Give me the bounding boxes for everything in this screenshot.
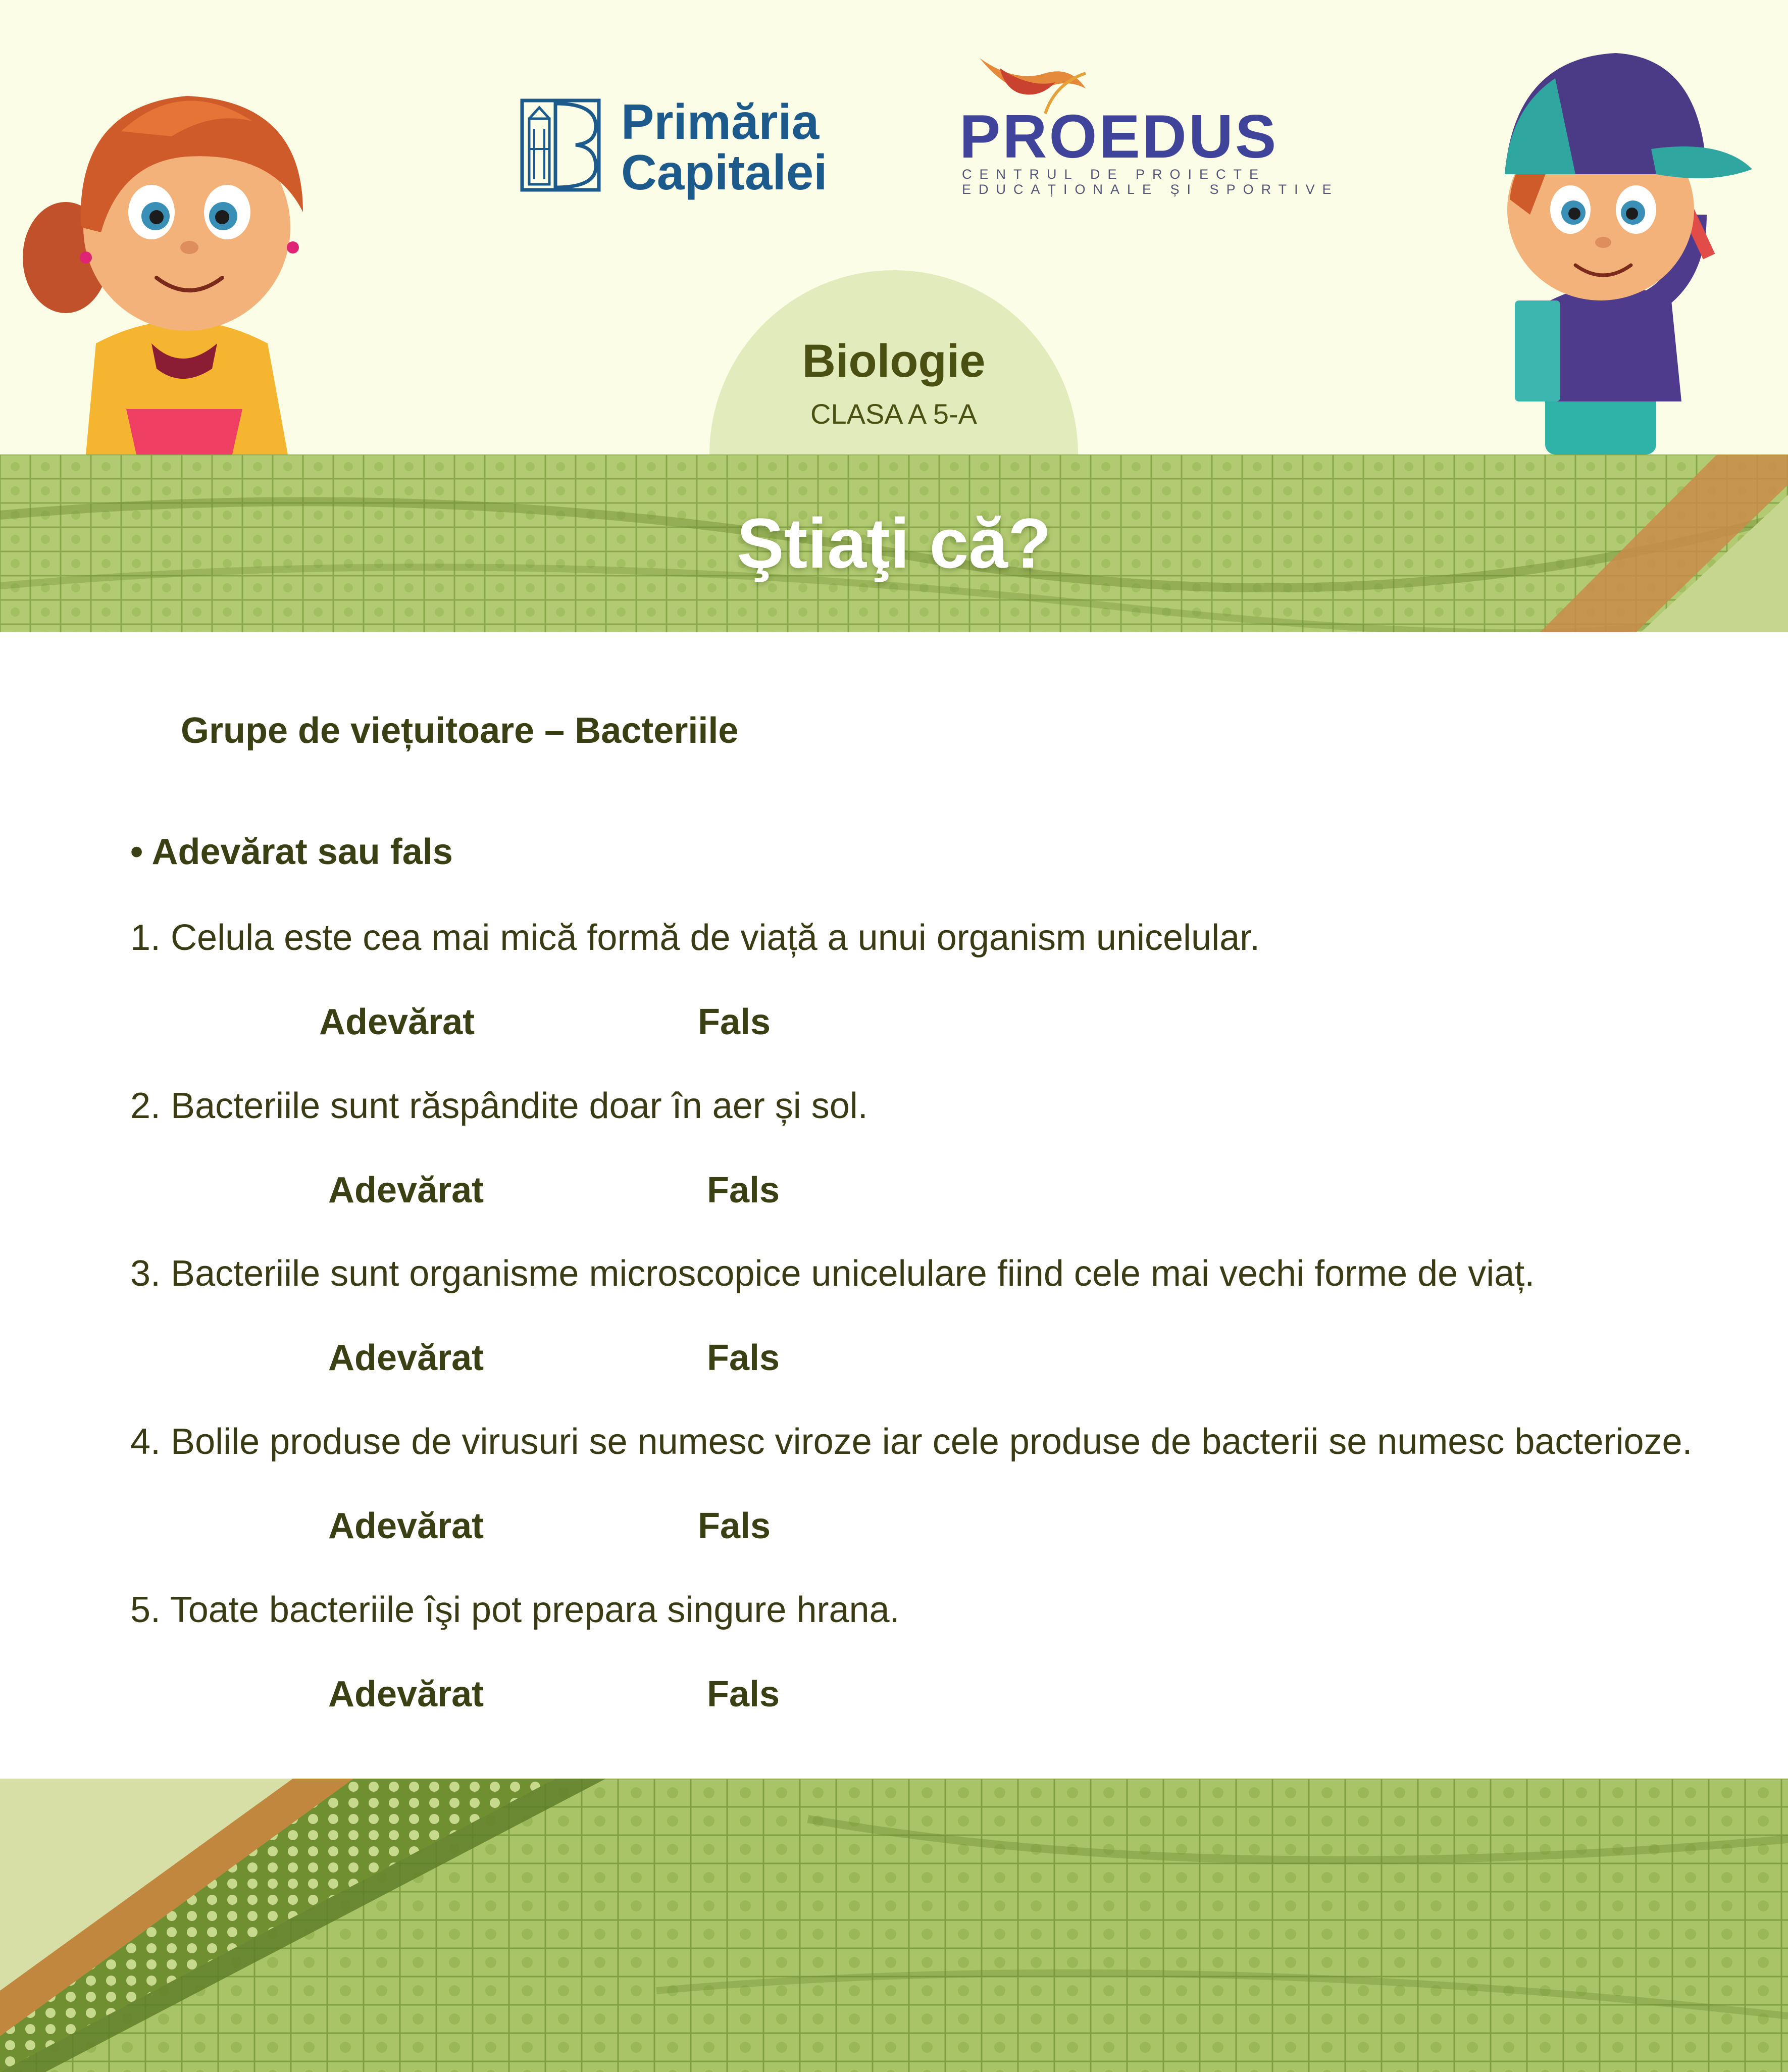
primaria-logo-line2: Capitalei (621, 144, 828, 200)
question-2-text: 2. Bacteriile sunt răspândite doar în aer și sol. (130, 1086, 868, 1126)
question-1-text: 1. Celula este cea mai mică formă de viață a unui organism unicelular. (130, 918, 1260, 958)
question-4-true-option[interactable]: Adevărat (328, 1506, 484, 1546)
proedus-logo (959, 53, 1339, 205)
question-1-false-option[interactable]: Fals (698, 1002, 771, 1042)
grade-label: CLASA A 5-A (810, 398, 977, 430)
worksheet-title: Grupe de viețuitoare – Bacteriile (181, 711, 739, 751)
page-header (0, 0, 1788, 454)
proedus-tagline-line1: CENTRUL DE PROIECTE (962, 167, 1266, 182)
question-5-text: 5. Toate bacteriile îşi pot prepara singure hrana. (130, 1590, 900, 1630)
title-banner (0, 454, 1788, 632)
question-2-true-option[interactable]: Adevărat (328, 1170, 484, 1210)
boy-character-illustration (1469, 48, 1762, 454)
question-4-text: 4. Bolile produse de virusuri se numesc viroze iar cele produse de bacterii se numesc bacterioze. (130, 1422, 1693, 1462)
proedus-tagline-line2: EDUCAȚIONALE ȘI SPORTIVE (962, 182, 1339, 197)
question-3-text: 3. Bacteriile sunt organisme microscopice unicelulare fiind cele mai vechi forme de viaț. (130, 1253, 1535, 1294)
question-5-true-option[interactable]: Adevărat (328, 1674, 484, 1714)
worksheet-content (0, 632, 1788, 1779)
banner-title: Ştiaţi că? (737, 503, 1051, 583)
city-hall-building-icon (520, 98, 601, 192)
section-heading: • Adevărat sau fals (130, 832, 453, 872)
primaria-logo-line1: Primăria (621, 94, 820, 149)
footer-texture (0, 1779, 1788, 2072)
question-3-true-option[interactable]: Adevărat (328, 1338, 484, 1378)
question-3-false-option[interactable]: Fals (707, 1338, 780, 1378)
proedus-wordmark: PROEDUS (959, 102, 1279, 171)
plant-cells-texture-background (0, 1779, 1788, 2072)
subject-title: Biologie (802, 335, 986, 387)
question-1-true-option[interactable]: Adevărat (319, 1002, 475, 1042)
question-4-false-option[interactable]: Fals (698, 1506, 771, 1546)
girl-character-illustration (20, 61, 343, 454)
question-2-false-option[interactable]: Fals (707, 1170, 780, 1210)
subject-badge (709, 270, 1078, 454)
question-5-false-option[interactable]: Fals (707, 1674, 780, 1714)
primaria-capitalei-logo (520, 94, 843, 200)
